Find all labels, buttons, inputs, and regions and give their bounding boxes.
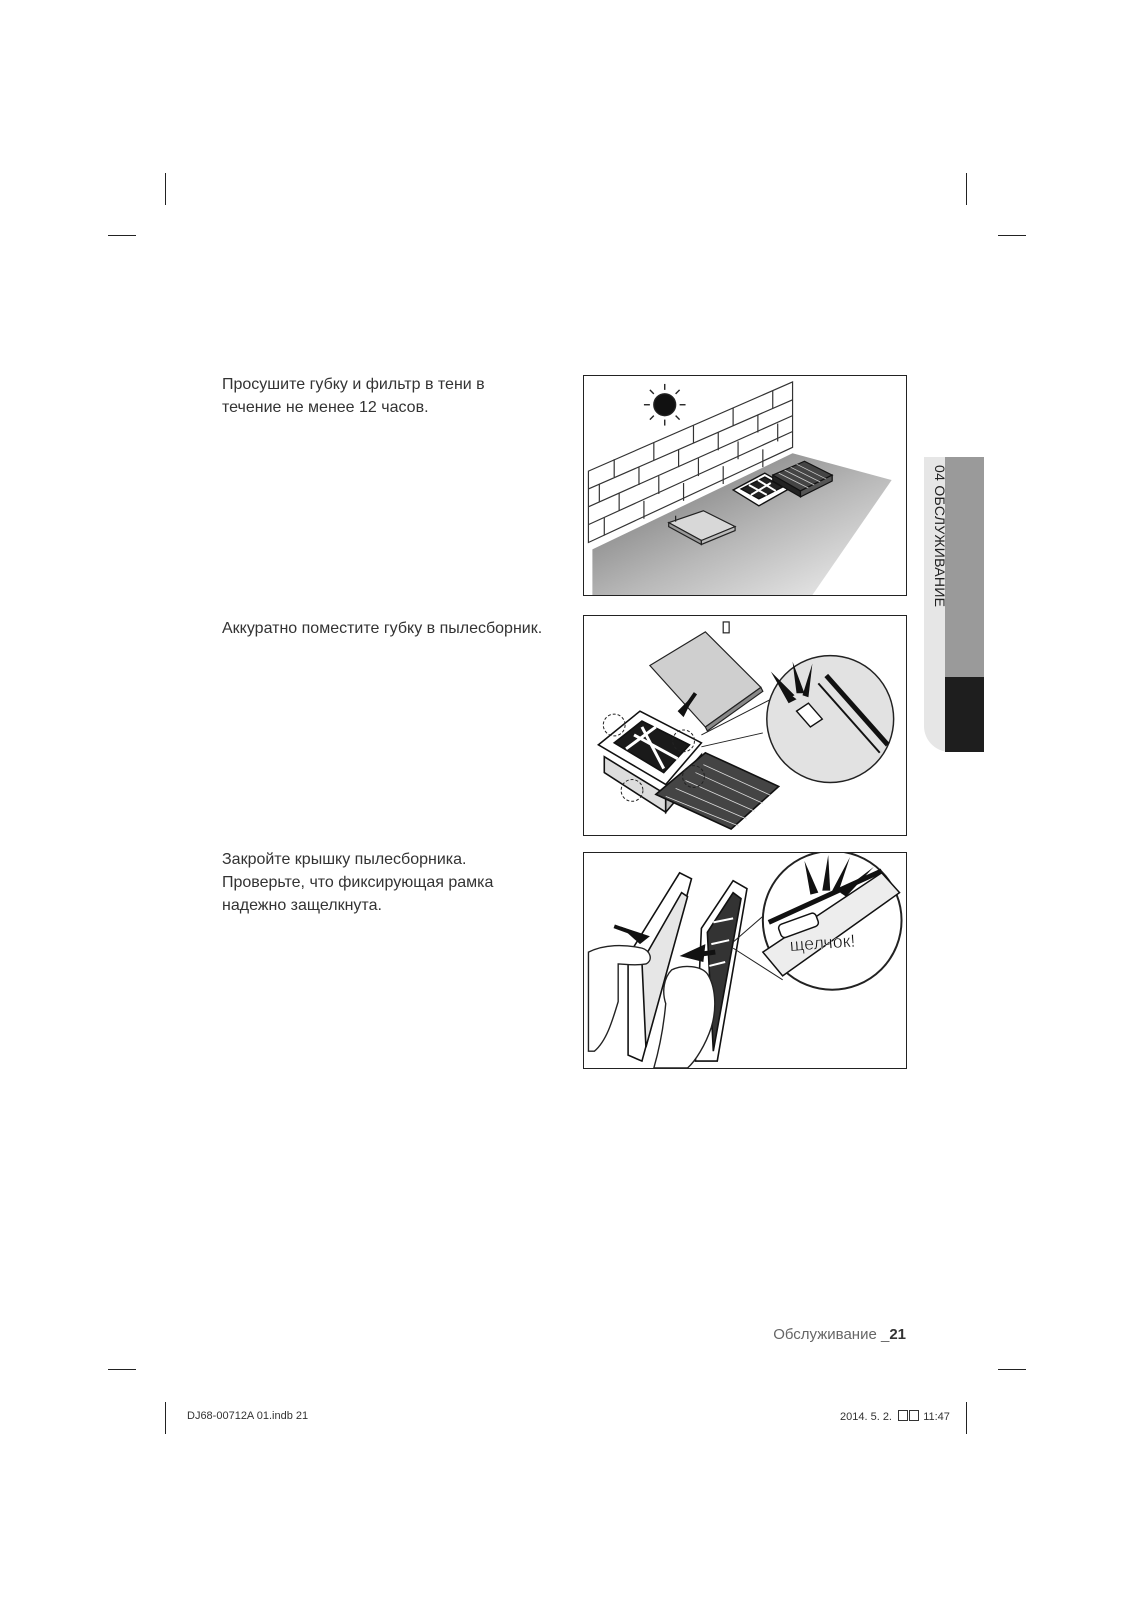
step-3-text (222, 848, 552, 917)
slug-file: DJ68-00712A 01.indb 21 (187, 1410, 309, 1422)
sun-icon (644, 384, 686, 426)
click-label: щелчок! (788, 930, 856, 956)
sponge-insert-illustration (583, 615, 907, 836)
step-3-line: надежно защелкнута. (222, 897, 382, 914)
step-1-line: Просушите губку и фильтр в тени в (222, 376, 485, 393)
zoom-detail-icon (767, 656, 894, 783)
step-1-line: течение не менее 12 часов. (222, 399, 429, 416)
step-2-line: Аккуратно поместите губку в пылесборник. (222, 620, 543, 637)
crop-mark (998, 235, 1026, 236)
print-slug-date (840, 1410, 950, 1423)
crop-mark (998, 1369, 1026, 1370)
crop-mark (966, 173, 967, 205)
slug-time: 11:47 (923, 1411, 950, 1423)
section-tab-label: 04 ОБСЛУЖИВАНИЕ (932, 465, 948, 608)
print-slug-file (187, 1410, 308, 1422)
footer-section: Обслуживание _ (773, 1326, 890, 1343)
sponge-icon (650, 622, 763, 731)
slug-date: 2014. 5. 2. (840, 1411, 892, 1423)
dust-box-icon (598, 711, 778, 829)
page-number: 21 (889, 1326, 906, 1343)
drying-illustration (583, 375, 907, 596)
step-1-text (222, 373, 552, 419)
page-footer (773, 1326, 906, 1343)
crop-mark (108, 235, 136, 236)
step-3-line: Проверьте, что фиксирующая рамка (222, 874, 494, 891)
crop-mark (165, 173, 166, 205)
box-glyph-icon (898, 1410, 908, 1421)
section-tab (924, 457, 984, 752)
crop-mark (165, 1402, 166, 1434)
crop-mark (108, 1369, 136, 1370)
step-3-line: Закройте крышку пылесборника. (222, 851, 467, 868)
close-cover-illustration (583, 852, 907, 1069)
step-2-text (222, 617, 567, 640)
crop-mark (966, 1402, 967, 1434)
zoom-detail-icon (763, 853, 902, 990)
box-glyph-icon (909, 1410, 919, 1421)
